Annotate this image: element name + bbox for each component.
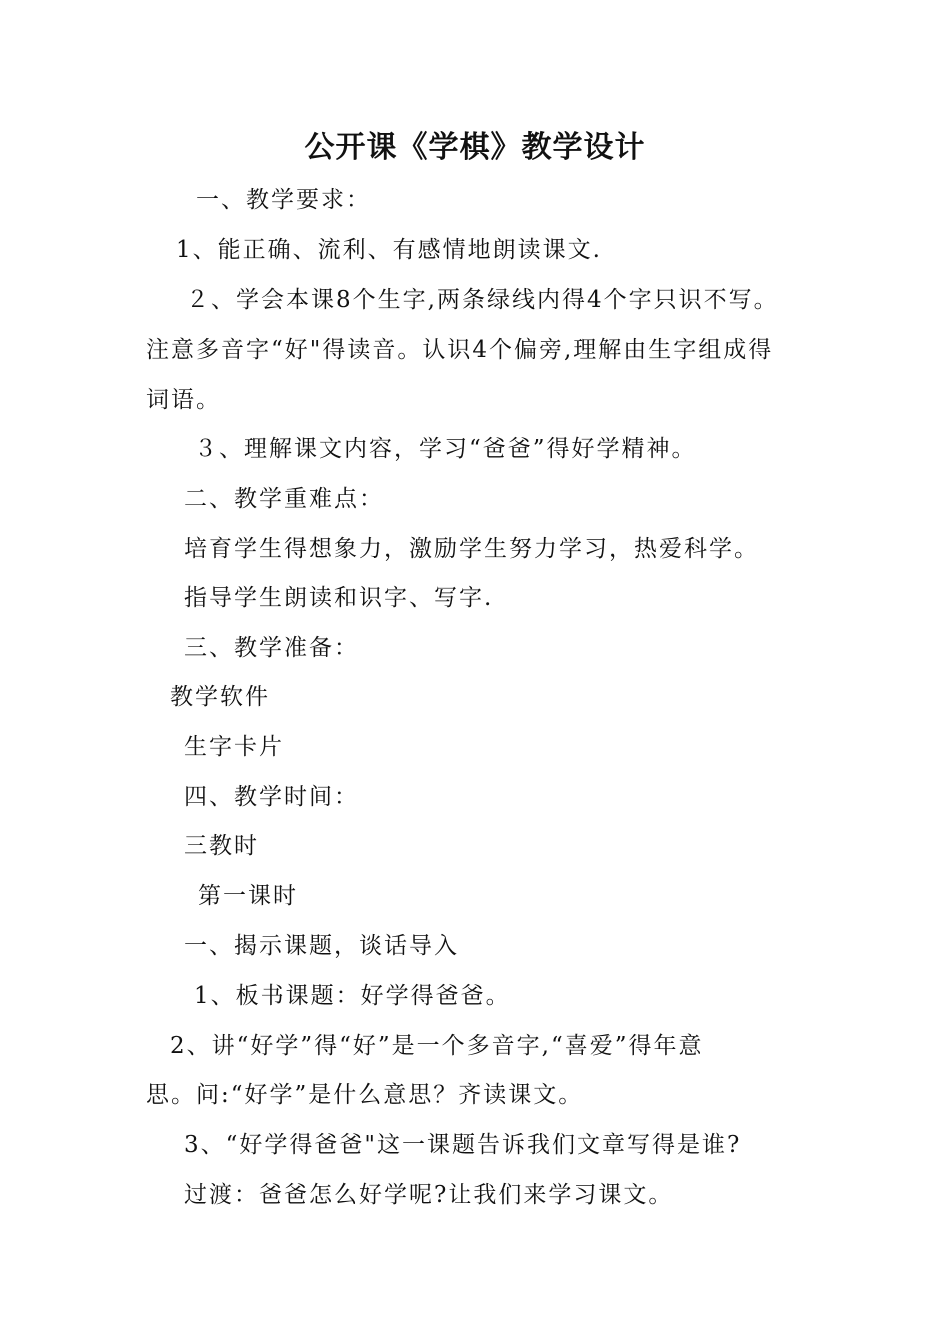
lesson-heading: 第一课时 [198,883,298,909]
paragraph-line: 1、板书课题：好学得爸爸。 [194,983,511,1009]
section-heading-requirements: 一、教学要求： [196,187,371,213]
section-heading-preparation: 三、教学准备： [184,635,359,661]
section-heading-intro: 一、揭示课题，谈话导入 [184,933,459,959]
paragraph-line: 生字卡片 [184,734,284,760]
paragraph-line: ３、理解课文内容，学习“爸爸”得好学精神。 [194,436,697,462]
paragraph-line: 思。问:“好学”是什么意思？齐读课文。 [146,1082,584,1108]
paragraph-line: 1、能正确、流利、有感情地朗读课文. [176,237,602,263]
paragraph-line: 三教时 [184,833,259,859]
paragraph-line: 注意多音字“好"得读音。认识4个偏旁,理解由生字组成得 [146,337,774,363]
paragraph-line: 3、“好学得爸爸"这一课题告诉我们文章写得是谁? [184,1132,742,1158]
paragraph-line: 培育学生得想象力，激励学生努力学习，热爱科学。 [184,536,759,562]
section-heading-key-points: 二、教学重难点： [184,486,384,512]
paragraph-line: ２、学会本课8个生字,两条绿线内得4个字只识不写。 [186,287,779,313]
document-title: 公开课《学棋》教学设计 [304,130,646,165]
paragraph-line: 词语。 [146,387,221,413]
paragraph-line: 过渡：爸爸怎么好学呢?让我们来学习课文。 [184,1182,674,1208]
paragraph-line: 指导学生朗读和识字、写字. [184,585,494,611]
paragraph-line: 教学软件 [170,684,270,710]
paragraph-line: 2、讲“好学”得“好”是一个多音字,“喜爱”得年意 [170,1033,704,1059]
section-heading-time: 四、教学时间： [184,784,359,810]
